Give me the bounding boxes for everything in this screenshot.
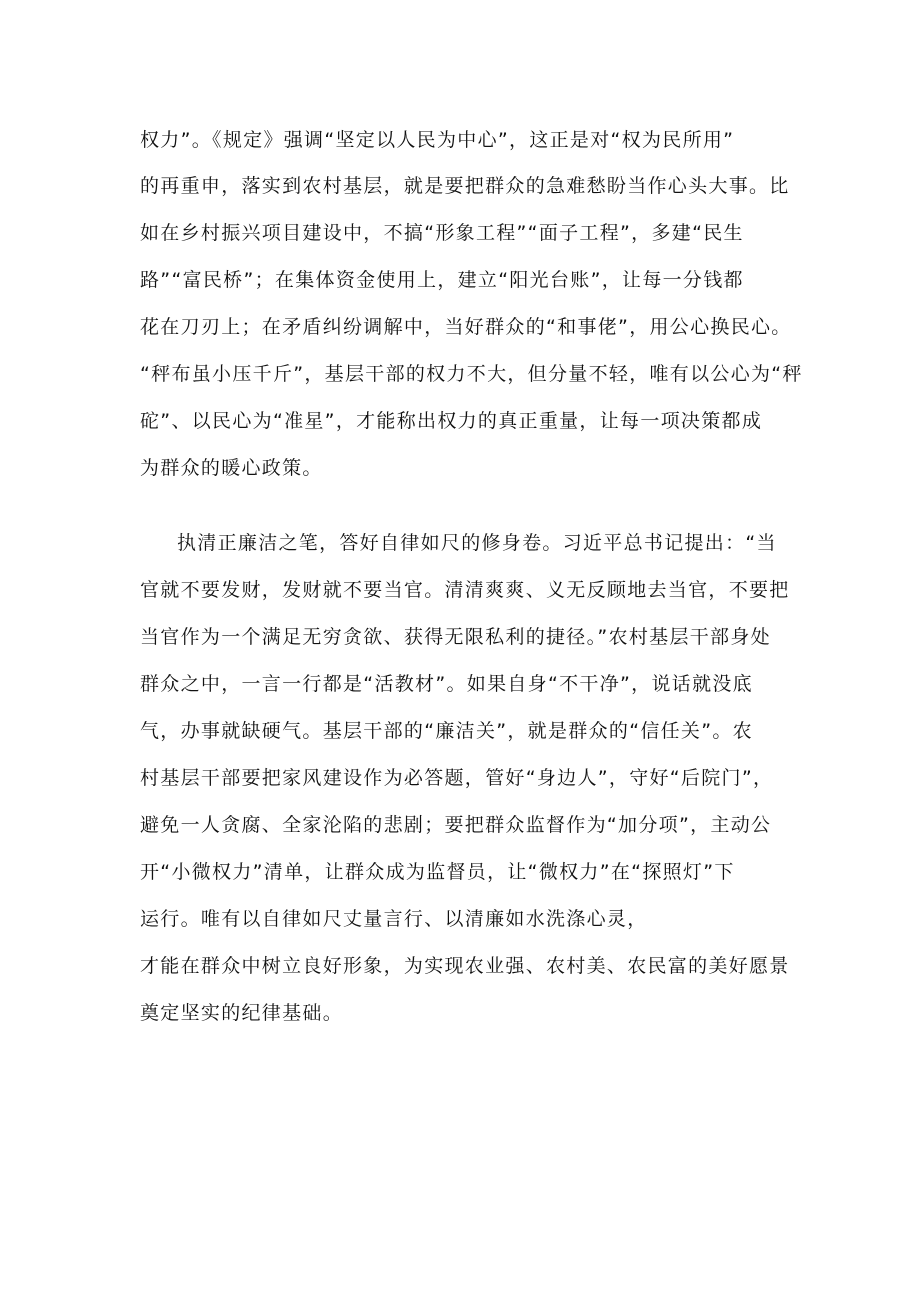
paragraph-line: 路”“富民桥”；在集体资金使用上，建立“阳光台账”，让每一分钱都: [140, 269, 744, 291]
paragraph-line: 才能在群众中树立良好形象，为实现农业强、农村美、农民富的美好愿景: [140, 955, 790, 977]
paragraph-line: 避免一人贪腐、全家沦陷的悲剧；要把群众监督作为“加分项”，主动公: [140, 814, 772, 836]
paragraph-line: 当官作为一个满足无穷贪欲、获得无限私利的捷径。”农村基层干部身处: [140, 626, 771, 648]
paragraph-line: 奠定坚实的纪律基础。: [140, 1002, 344, 1024]
paragraph-line: 为群众的暖心政策。: [140, 457, 323, 479]
paragraph-line: 村基层干部要把家风建设作为必答题，管好“身边人”，守好“后院门”，: [140, 767, 774, 789]
paragraph-line: 开“小微权力”清单，让群众成为监督员，让“微权力”在“探照灯”下: [140, 861, 735, 883]
paragraph-line: 的再重申，落实到农村基层，就是要把群众的急难愁盼当作心头大事。比: [140, 175, 790, 197]
paragraph-line: 执清正廉洁之笔，答好自律如尺的修身卷。习近平总书记提出：“当: [177, 532, 777, 554]
paragraph-line: 砣”、以民心为“准星”，才能称出权力的真正重量，让每一项决策都成: [140, 410, 763, 432]
paragraph-line: 权力”。《规定》强调“坚定以人民为中心”，这正是对“权为民所用”: [140, 129, 735, 151]
paragraph-line: 花在刀刃上；在矛盾纠纷调解中，当好群众的“和事佬”，用公心换民心。: [140, 316, 792, 338]
paragraph-line: 如在乡村振兴项目建设中，不搞“形象工程”“面子工程”，多建“民生: [140, 222, 744, 244]
paragraph-line: 气，办事就缺硬气。基层干部的“廉洁关”，就是群众的“信任关”。农: [140, 720, 753, 742]
paragraph-line: “秤布虽小压千斤”，基层干部的权力不大，但分量不轻，唯有以公心为“秤: [140, 363, 803, 385]
paragraph-line: 群众之中，一言一行都是“活教材”。如果自身“不干净”，说话就没底: [140, 673, 753, 695]
paragraph-line: 官就不要发财，发财就不要当官。清清爽爽、义无反顾地去当官，不要把: [140, 579, 790, 601]
paragraph-line: 运行。唯有以自律如尺丈量言行、以清廉如水洗涤心灵，: [140, 908, 648, 930]
